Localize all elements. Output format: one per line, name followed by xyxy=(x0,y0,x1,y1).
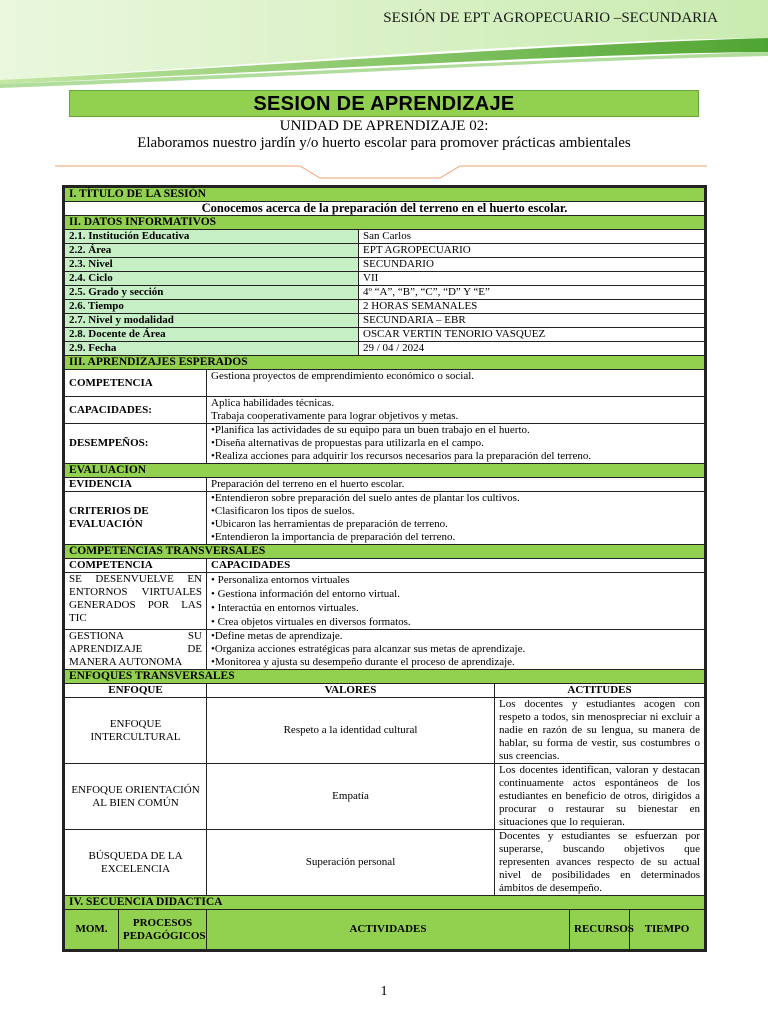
competencia-value: Gestiona proyectos de emprendimiento económico o social. xyxy=(207,370,705,397)
desempenos-label: DESEMPEÑOS: xyxy=(65,424,207,464)
table-row xyxy=(65,300,705,314)
table-row xyxy=(65,573,705,630)
enfoque-cell: ENFOQUE ORIENTACIÓN AL BIEN COMÚN xyxy=(65,764,207,830)
row-value: SECUNDARIO xyxy=(359,258,705,272)
actitud-cell: Los docentes identifican, valoran y destacan continuamente actos espontáneos de los estudiantes en beneficio de otros, dirigidos a procurar o restaurar su bienestar en situaciones que lo requieran. xyxy=(495,764,705,830)
row-value: EPT AGROPECUARIO xyxy=(359,244,705,258)
col-procesos: PROCESOS PEDAGÓGICOS xyxy=(119,910,207,950)
section-heading-iv: IV. SECUENCIA DIDACTICA xyxy=(65,896,705,910)
capacidad-line: Aplica habilidades técnicas. xyxy=(211,397,335,409)
row-label: 2.4. Ciclo xyxy=(65,272,359,286)
col-competencia: COMPETENCIA xyxy=(65,559,207,573)
col-tiempo: TIEMPO xyxy=(630,910,705,950)
row-value: San Carlos xyxy=(359,230,705,244)
header-band xyxy=(0,0,768,88)
row-value: SECUNDARIA – EBR xyxy=(359,314,705,328)
criterio-line: •Ubicaron las herramientas de preparación de terreno. xyxy=(211,518,448,530)
row-value: 4º “A”, “B”, “C”, “D” Y “E” xyxy=(359,286,705,300)
col-enfoque: ENFOQUE xyxy=(65,684,207,698)
capacidades-label: CAPACIDADES: xyxy=(65,397,207,424)
capacidades-cell xyxy=(207,573,705,630)
evidencia-label: EVIDENCIA xyxy=(65,478,207,492)
criterios-label: CRITERIOS DE EVALUACIÓN xyxy=(65,492,207,545)
capacidad-line: Trabaja cooperativamente para lograr objetivos y metas. xyxy=(211,410,459,422)
table-row xyxy=(65,286,705,300)
capacidad-item: •Organiza acciones estratégicas para alcanzar sus metas de aprendizaje. xyxy=(211,643,526,655)
desempeno-line: •Realiza acciones para adquirir los recursos necesarios para la preparación del terreno. xyxy=(211,450,592,462)
table-row xyxy=(65,764,705,830)
capacidad-item: •Monitorea y ajusta su desempeño durante el proceso de aprendizaje. xyxy=(211,656,515,668)
unit-line: UNIDAD DE APRENDIZAJE 02: xyxy=(279,118,489,134)
unit-title: Elaboramos nuestro jardín y/o huerto escolar para promover prácticas ambientales xyxy=(137,135,631,151)
page-number: 1 xyxy=(380,984,388,999)
competencia-cell: SE DESENVUELVE EN ENTORNOS VIRTUALES GENERADOS POR LAS TIC xyxy=(65,573,207,630)
enfoque-cell: ENFOQUE INTERCULTURAL xyxy=(65,698,207,764)
divider-line xyxy=(55,160,707,180)
row-value: VII xyxy=(359,272,705,286)
row-value: 29 / 04 / 2024 xyxy=(359,342,705,356)
row-label: 2.1. Institución Educativa xyxy=(65,230,359,244)
capacidad-item: •Define metas de aprendizaje. xyxy=(211,630,343,642)
actitud-cell: Los docentes y estudiantes acogen con respeto a todos, sin menospreciar ni excluir a nadie en razón de su lengua, su manera de hablar, su forma de vestir, sus costumbres o sus creencias. xyxy=(495,698,705,764)
row-label: 2.3. Nivel xyxy=(65,258,359,272)
capacidad-item: • Personaliza entornos virtuales xyxy=(211,574,350,586)
session-title: SESION DE APRENDIZAJE xyxy=(253,93,515,115)
valor-cell: Superación personal xyxy=(207,830,495,896)
row-label: 2.8. Docente de Área xyxy=(65,328,359,342)
session-table xyxy=(64,187,705,950)
table-row xyxy=(65,328,705,342)
table-row xyxy=(65,244,705,258)
row-value: OSCAR VERTIN TENORIO VASQUEZ xyxy=(359,328,705,342)
desempeno-line: •Diseña alternativas de propuestas para utilizarla en el campo. xyxy=(211,437,484,449)
valor-cell: Empatía xyxy=(207,764,495,830)
section-heading-ii: II. DATOS INFORMATIVOS xyxy=(65,216,705,230)
row-label: 2.9. Fecha xyxy=(65,342,359,356)
col-capacidades: CAPACIDADES xyxy=(207,559,705,573)
table-row xyxy=(65,230,705,244)
section-heading-iii: III. APRENDIZAJES ESPERADOS xyxy=(65,356,705,370)
competencia-label: COMPETENCIA xyxy=(65,370,207,397)
capacidades-cell xyxy=(207,630,705,670)
criterio-line: •Entendieron la importancia de preparación del terreno. xyxy=(211,531,456,543)
table-row xyxy=(65,630,705,670)
row-value: 2 HORAS SEMANALES xyxy=(359,300,705,314)
desempeno-line: •Planifica las actividades de su equipo para un buen trabajo en el huerto. xyxy=(211,424,530,436)
competencia-cell: GESTIONA SU APRENDIZAJE DE MANERA AUTONOMA xyxy=(65,630,207,670)
section-heading-i: I. TÍTULO DE LA SESIÓN xyxy=(65,188,705,202)
row-label: 2.6. Tiempo xyxy=(65,300,359,314)
capacidad-item: • Gestiona información del entorno virtual. xyxy=(211,588,400,600)
session-title-box xyxy=(69,90,699,117)
col-recursos: RECURSOS xyxy=(570,910,630,950)
section-heading-competencias: COMPETENCIAS TRANSVERSALES xyxy=(65,545,705,559)
row-label: 2.5. Grado y sección xyxy=(65,286,359,300)
header-title: SESIÓN DE EPT AGROPECUARIO –SECUNDARIA xyxy=(383,10,718,26)
criterio-line: •Clasificaron los tipos de suelos. xyxy=(211,505,355,517)
col-valores: VALORES xyxy=(207,684,495,698)
section-heading-evaluacion: EVALUACION xyxy=(65,464,705,478)
table-row xyxy=(65,830,705,896)
criterios-value xyxy=(207,492,705,545)
table-row xyxy=(65,698,705,764)
evidencia-value: Preparación del terreno en el huerto escolar. xyxy=(207,478,705,492)
row-label: 2.2. Área xyxy=(65,244,359,258)
actitud-cell: Docentes y estudiantes se esfuerzan por superarse, buscando objetivos que representen avances respecto de su actual nivel de posibilidades en determinados ámbitos de desempeño. xyxy=(495,830,705,896)
table-row xyxy=(65,342,705,356)
row-label: 2.7. Nivel y modalidad xyxy=(65,314,359,328)
col-actitudes: ACTITUDES xyxy=(495,684,705,698)
capacidad-item: • Interactúa en entornos virtuales. xyxy=(211,602,359,614)
session-topic: Conocemos acerca de la preparación del terreno en el huerto escolar. xyxy=(65,202,705,216)
enfoque-cell: BÚSQUEDA DE LA EXCELENCIA xyxy=(65,830,207,896)
table-row xyxy=(65,272,705,286)
table-row xyxy=(65,258,705,272)
valor-cell: Respeto a la identidad cultural xyxy=(207,698,495,764)
desempenos-value xyxy=(207,424,705,464)
criterio-line: •Entendieron sobre preparación del suelo antes de plantar los cultivos. xyxy=(211,492,520,504)
col-actividades: ACTIVIDADES xyxy=(207,910,570,950)
section-heading-enfoques: ENFOQUES TRANSVERSALES xyxy=(65,670,705,684)
table-row xyxy=(65,314,705,328)
col-mom: MOM. xyxy=(65,910,119,950)
capacidades-value xyxy=(207,397,705,424)
capacidad-item: • Crea objetos virtuales en diversos formatos. xyxy=(211,616,411,628)
